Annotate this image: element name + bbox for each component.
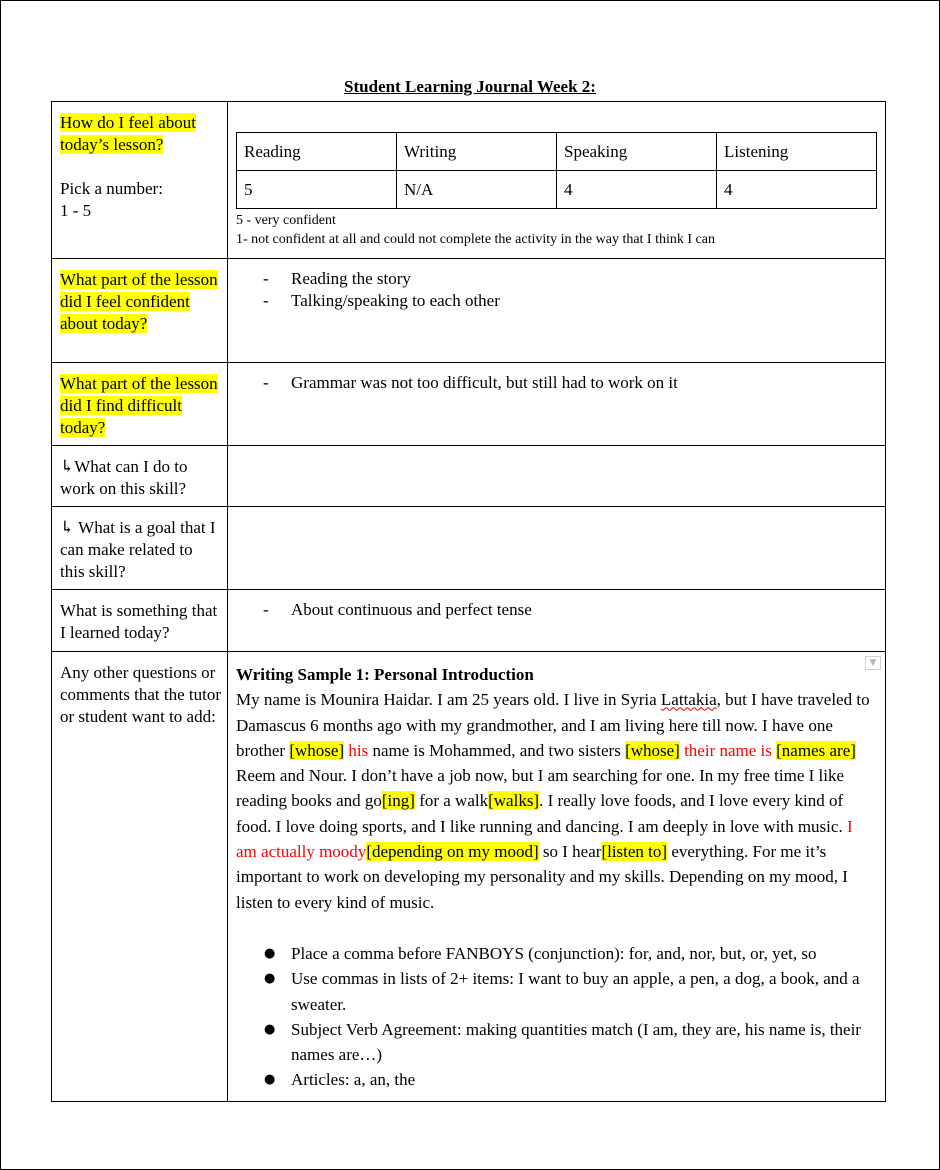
correction-highlight: [ing]	[381, 791, 415, 811]
list-item: - Grammar was not too difficult, but still had to work on it	[263, 372, 885, 394]
skill-value-speaking[interactable]: 4	[557, 171, 717, 209]
question-difficult: What part of the lesson did I find difficult today?	[60, 374, 218, 437]
question-cell	[52, 102, 228, 259]
sample-text-run: , but I have traveled to Damascus 6 months ago with my grandmother, and I am living here till now. I have one brother	[236, 690, 870, 760]
row-learned	[52, 590, 886, 652]
sample-text-run: so I hear	[538, 842, 602, 862]
confident-answer-list	[228, 259, 885, 312]
question-confident: What part of the lesson did I feel confident about today?	[60, 270, 218, 333]
row-work-on	[52, 446, 886, 507]
learned-answer-list	[228, 590, 885, 621]
sample-text-run: name is Mohammed, and two sisters	[368, 740, 626, 760]
answer-cell[interactable]	[228, 102, 886, 259]
writing-sample-text	[236, 687, 875, 915]
skill-header-writing: Writing	[397, 133, 557, 171]
list-item: - Talking/speaking to each other	[263, 290, 885, 312]
skill-header-speaking: Speaking	[557, 133, 717, 171]
prompt-pick-number: Pick a number:	[60, 179, 163, 198]
list-item: - Reading the story	[263, 268, 885, 290]
prompt-scale-range: 1 - 5	[60, 201, 92, 220]
question-other: Any other questions or comments that the tutor or student want to add:	[60, 663, 221, 726]
list-item: ● Use commas in lists of 2+ items: I want to buy an apple, a pen, a dog, a book, and a sweater.	[264, 966, 875, 1017]
page-title: Student Learning Journal Week 2:	[344, 77, 596, 96]
question-cell	[52, 259, 228, 363]
answer-cell[interactable]	[228, 507, 886, 590]
list-item: ● Subject Verb Agreement: making quantities match (I am, they are, his name is, their names are…)	[264, 1017, 875, 1068]
skills-rating-table	[236, 132, 877, 209]
row-goal	[52, 507, 886, 590]
answer-cell[interactable]	[228, 652, 886, 1102]
question-feel: How do I feel about today’s lesson?	[60, 113, 196, 154]
question-cell	[52, 590, 228, 652]
question-work-on: ↳What can I do to work on this skill?	[60, 457, 188, 498]
correction-red-text: their name is	[679, 740, 772, 760]
sample-text-run: everything. For me it’s important to work on developing my personality and my skills. Depending on my mood, I listen to every kind of music.	[236, 842, 848, 912]
correction-red-text: his	[344, 740, 369, 760]
skill-header-listening: Listening	[717, 133, 877, 171]
correction-highlight: [whose]	[625, 740, 680, 760]
sample-text-run: . I really love foods, and I love every kind of food. I love doing sports, and I like running and dancing. I am deeply in love with music.	[236, 791, 847, 836]
sample-text-run: My name is Mounira Haidar. I am 25 years old. I live in Syria	[236, 690, 661, 710]
answer-cell[interactable]	[228, 590, 886, 652]
question-goal: ↳ What is a goal that I can make related to this skill?	[60, 518, 216, 581]
correction-highlight: [walks]	[488, 791, 540, 811]
question-cell	[52, 652, 228, 1102]
list-item: - About continuous and perfect tense	[263, 599, 885, 621]
scale-note	[228, 209, 885, 255]
answer-cell[interactable]	[228, 259, 886, 363]
row-difficult	[52, 363, 886, 446]
correction-highlight: [depending on my mood]	[366, 842, 539, 862]
list-item: ● Articles: a, an, the	[264, 1067, 875, 1092]
question-cell	[52, 363, 228, 446]
scale-note-low: 1- not confident at all and could not complete the activity in the way that I think I can	[236, 232, 715, 247]
row-feel	[52, 102, 886, 259]
list-item: ● Place a comma before FANBOYS (conjunction): for, and, nor, but, or, yet, so	[264, 941, 875, 966]
skill-header-reading: Reading	[237, 133, 397, 171]
skill-value-listening[interactable]: 4	[717, 171, 877, 209]
correction-highlight: [whose]	[289, 740, 345, 760]
skill-value-writing[interactable]: N/A	[397, 171, 557, 209]
row-other	[52, 652, 886, 1102]
correction-red-text: I am actually moody	[236, 816, 853, 862]
chevron-down-icon[interactable]: ▼	[865, 656, 881, 670]
grammar-tips-list	[236, 941, 875, 1093]
writing-sample-title: Writing Sample 1: Personal Introduction	[236, 665, 534, 684]
sample-text-run: Reem and Nour. I don’t have a job now, but I am searching for one. In my free time I like reading books and go	[236, 766, 845, 811]
row-confident	[52, 259, 886, 363]
answer-cell[interactable]	[228, 446, 886, 507]
scale-note-high: 5 - very confident	[236, 213, 336, 228]
skill-value-reading[interactable]: 5	[237, 171, 397, 209]
correction-highlight: [listen to]	[601, 842, 668, 862]
answer-cell[interactable]	[228, 363, 886, 446]
journal-table	[51, 101, 886, 1102]
question-learned: What is something that I learned today?	[60, 601, 218, 642]
question-cell	[52, 446, 228, 507]
difficult-answer-list	[228, 363, 885, 394]
sample-text-run: for a walk	[414, 791, 489, 811]
spellcheck-underline: Lattakia	[660, 690, 717, 710]
correction-highlight: [names are]	[776, 740, 856, 760]
writing-sample	[228, 652, 885, 1101]
question-cell	[52, 507, 228, 590]
